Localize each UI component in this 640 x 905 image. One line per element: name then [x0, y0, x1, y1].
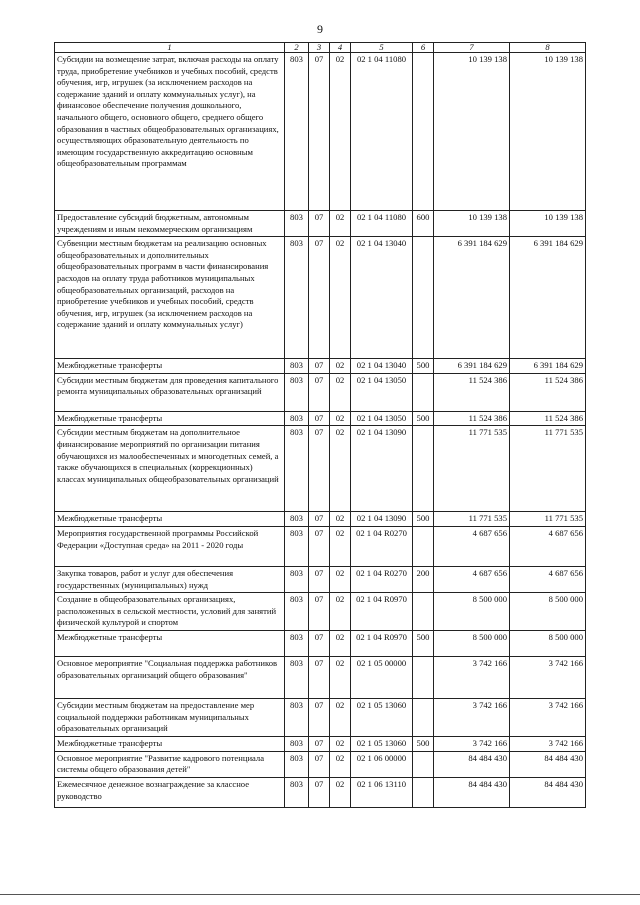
row-amount-1: 8 500 000: [434, 593, 510, 631]
row-subsection-code: 02: [330, 593, 351, 631]
table-row: [55, 237, 586, 359]
row-section-code: 07: [309, 237, 330, 359]
table-row: [55, 53, 586, 211]
row-expense-type: 500: [413, 512, 434, 527]
row-section-code: 07: [309, 512, 330, 527]
row-target-article: 02 1 04 R0270: [351, 526, 413, 566]
table-row: [55, 526, 586, 566]
row-amount-1: 10 139 138: [434, 211, 510, 237]
column-header-amount-2: 8: [510, 43, 586, 53]
row-amount-1: 8 500 000: [434, 631, 510, 657]
table-row: [55, 657, 586, 699]
row-section-code: 07: [309, 737, 330, 752]
row-name: Предоставление субсидий бюджетным, автономным учреждениям и иным некоммерческим организациям: [55, 211, 285, 237]
row-target-article: 02 1 04 13090: [351, 512, 413, 527]
table-row: [55, 699, 586, 737]
row-ministry-code: 803: [285, 657, 309, 699]
row-amount-1: 10 139 138: [434, 53, 510, 211]
column-header-section: 3: [309, 43, 330, 53]
row-ministry-code: 803: [285, 751, 309, 777]
row-name: Субсидии местным бюджетам для проведения капитального ремонта муниципальных образовательных организаций: [55, 373, 285, 411]
row-subsection-code: 02: [330, 777, 351, 807]
row-section-code: 07: [309, 657, 330, 699]
row-target-article: 02 1 05 13060: [351, 737, 413, 752]
row-subsection-code: 02: [330, 657, 351, 699]
row-name: Межбюджетные трансферты: [55, 411, 285, 426]
table-row: [55, 373, 586, 411]
row-ministry-code: 803: [285, 426, 309, 512]
row-amount-2: 10 139 138: [510, 53, 586, 211]
row-name: Межбюджетные трансферты: [55, 359, 285, 374]
row-target-article: 02 1 04 13050: [351, 411, 413, 426]
row-subsection-code: 02: [330, 751, 351, 777]
row-amount-1: 11 524 386: [434, 373, 510, 411]
column-header-target-article: 5: [351, 43, 413, 53]
row-ministry-code: 803: [285, 737, 309, 752]
row-name: Ежемесячное денежное вознаграждение за классное руководство: [55, 777, 285, 807]
row-amount-1: 6 391 184 629: [434, 237, 510, 359]
row-expense-type: [413, 593, 434, 631]
row-expense-type: [413, 237, 434, 359]
row-section-code: 07: [309, 751, 330, 777]
row-amount-1: 3 742 166: [434, 657, 510, 699]
budget-table: [54, 42, 586, 808]
row-section-code: 07: [309, 593, 330, 631]
row-section-code: 07: [309, 699, 330, 737]
table-row: [55, 512, 586, 527]
row-section-code: 07: [309, 526, 330, 566]
row-expense-type: [413, 426, 434, 512]
row-expense-type: [413, 657, 434, 699]
row-expense-type: [413, 53, 434, 211]
column-header-amount-1: 7: [434, 43, 510, 53]
row-subsection-code: 02: [330, 426, 351, 512]
row-target-article: 02 1 04 R0970: [351, 631, 413, 657]
row-ministry-code: 803: [285, 566, 309, 592]
row-expense-type: 500: [413, 411, 434, 426]
row-amount-1: 11 771 535: [434, 512, 510, 527]
row-ministry-code: 803: [285, 526, 309, 566]
row-amount-2: 6 391 184 629: [510, 359, 586, 374]
row-amount-1: 11 771 535: [434, 426, 510, 512]
row-ministry-code: 803: [285, 359, 309, 374]
row-subsection-code: 02: [330, 526, 351, 566]
row-amount-2: 3 742 166: [510, 699, 586, 737]
row-target-article: 02 1 04 R0970: [351, 593, 413, 631]
row-target-article: 02 1 05 00000: [351, 657, 413, 699]
row-amount-2: 8 500 000: [510, 593, 586, 631]
row-ministry-code: 803: [285, 631, 309, 657]
row-amount-1: 84 484 430: [434, 777, 510, 807]
row-amount-2: 6 391 184 629: [510, 237, 586, 359]
row-subsection-code: 02: [330, 411, 351, 426]
row-amount-2: 4 687 656: [510, 526, 586, 566]
header-row: [55, 43, 586, 53]
row-ministry-code: 803: [285, 411, 309, 426]
row-expense-type: 200: [413, 566, 434, 592]
row-amount-1: 6 391 184 629: [434, 359, 510, 374]
row-expense-type: 500: [413, 359, 434, 374]
row-amount-2: 11 524 386: [510, 373, 586, 411]
table-row: [55, 593, 586, 631]
table-row: [55, 631, 586, 657]
column-header-name: 1: [55, 43, 285, 53]
row-target-article: 02 1 04 11080: [351, 211, 413, 237]
row-amount-2: 84 484 430: [510, 777, 586, 807]
row-expense-type: [413, 751, 434, 777]
row-ministry-code: 803: [285, 512, 309, 527]
row-ministry-code: 803: [285, 593, 309, 631]
row-amount-2: 3 742 166: [510, 737, 586, 752]
row-expense-type: [413, 699, 434, 737]
row-target-article: 02 1 06 13110: [351, 777, 413, 807]
row-subsection-code: 02: [330, 373, 351, 411]
row-target-article: 02 1 05 13060: [351, 699, 413, 737]
row-name: Межбюджетные трансферты: [55, 631, 285, 657]
row-expense-type: 600: [413, 211, 434, 237]
table-row: [55, 777, 586, 807]
row-name: Межбюджетные трансферты: [55, 737, 285, 752]
table-row: [55, 211, 586, 237]
row-name: Закупка товаров, работ и услуг для обеспечения государственных (муниципальных) нужд: [55, 566, 285, 592]
row-amount-1: 3 742 166: [434, 737, 510, 752]
row-ministry-code: 803: [285, 53, 309, 211]
row-name: Субвенции местным бюджетам на реализацию основных общеобразовательных и дополнительных общеобразовательных программ в части финансирования расходов на оплату труда работников муниципальных общеобразовательных организаций, расходов на приобретение учебников и учебных пособий, средств обучения, игр, игрушек (за исключением расходов на содержание зданий и оплату коммунальных услуг): [55, 237, 285, 359]
row-expense-type: [413, 526, 434, 566]
table-row: [55, 751, 586, 777]
row-name: Субсидии на возмещение затрат, включая расходы на оплату труда, приобретение учебников и учебных пособий, средств обучения, игр, игрушек (за исключением расходов на содержание зданий и оплату коммунальных услуг), на финансовое обеспечение получения дошкольного, начального общего, основного общего, среднего общего образования в частных общеобразовательных организациях, осуществляющих образовательную деятельность по имеющим государственную аккредитацию основным общеобразовательным программам: [55, 53, 285, 211]
page-number: 9: [317, 22, 323, 36]
row-name: Мероприятия государственной программы Российской Федерации «Доступная среда» на 2011 - 2020 годы: [55, 526, 285, 566]
row-section-code: 07: [309, 411, 330, 426]
row-amount-1: 3 742 166: [434, 699, 510, 737]
row-section-code: 07: [309, 777, 330, 807]
row-expense-type: [413, 373, 434, 411]
row-amount-1: 11 524 386: [434, 411, 510, 426]
row-section-code: 07: [309, 53, 330, 211]
column-header-ministry: 2: [285, 43, 309, 53]
row-amount-2: 8 500 000: [510, 631, 586, 657]
page-bottom-rule: [0, 894, 640, 895]
row-subsection-code: 02: [330, 53, 351, 211]
row-target-article: 02 1 06 00000: [351, 751, 413, 777]
row-subsection-code: 02: [330, 737, 351, 752]
row-name: Основное мероприятие "Социальная поддержка работников образовательных организаций общего образования": [55, 657, 285, 699]
table-row: [55, 411, 586, 426]
row-amount-2: 11 771 535: [510, 512, 586, 527]
row-section-code: 07: [309, 359, 330, 374]
row-section-code: 07: [309, 426, 330, 512]
row-section-code: 07: [309, 373, 330, 411]
row-subsection-code: 02: [330, 631, 351, 657]
row-target-article: 02 1 04 R0270: [351, 566, 413, 592]
row-amount-2: 84 484 430: [510, 751, 586, 777]
row-ministry-code: 803: [285, 211, 309, 237]
row-target-article: 02 1 04 13040: [351, 359, 413, 374]
row-expense-type: 500: [413, 631, 434, 657]
row-name: Основное мероприятие "Развитие кадрового потенциала системы общего образования детей": [55, 751, 285, 777]
row-amount-1: 4 687 656: [434, 526, 510, 566]
row-name: Субсидии местным бюджетам на дополнительное финансирование мероприятий по организации питания обучающихся из малообеспеченных и многодетных семей, а также обучающихся в специальных (коррекционных) классах муниципальных общеобразовательных организаций: [55, 426, 285, 512]
row-amount-2: 11 771 535: [510, 426, 586, 512]
row-subsection-code: 02: [330, 566, 351, 592]
column-header-subsection: 4: [330, 43, 351, 53]
table-row: [55, 566, 586, 592]
row-section-code: 07: [309, 211, 330, 237]
row-amount-1: 84 484 430: [434, 751, 510, 777]
row-section-code: 07: [309, 566, 330, 592]
row-target-article: 02 1 04 13050: [351, 373, 413, 411]
row-expense-type: [413, 777, 434, 807]
row-name: Субсидии местным бюджетам на предоставление мер социальной поддержки работникам муниципальных образовательных организаций: [55, 699, 285, 737]
table-row: [55, 359, 586, 374]
row-subsection-code: 02: [330, 699, 351, 737]
table-row: [55, 737, 586, 752]
row-target-article: 02 1 04 13040: [351, 237, 413, 359]
row-amount-2: 3 742 166: [510, 657, 586, 699]
row-section-code: 07: [309, 631, 330, 657]
row-ministry-code: 803: [285, 237, 309, 359]
row-ministry-code: 803: [285, 777, 309, 807]
row-subsection-code: 02: [330, 211, 351, 237]
row-subsection-code: 02: [330, 359, 351, 374]
row-amount-2: 4 687 656: [510, 566, 586, 592]
row-subsection-code: 02: [330, 237, 351, 359]
row-amount-2: 10 139 138: [510, 211, 586, 237]
row-name: Создание в общеобразовательных организациях, расположенных в сельской местности, условий для занятий физической культурой и спортом: [55, 593, 285, 631]
row-subsection-code: 02: [330, 512, 351, 527]
table-body: [55, 53, 586, 808]
row-target-article: 02 1 04 11080: [351, 53, 413, 211]
row-amount-1: 4 687 656: [434, 566, 510, 592]
row-expense-type: 500: [413, 737, 434, 752]
row-target-article: 02 1 04 13090: [351, 426, 413, 512]
column-header-expense-type: 6: [413, 43, 434, 53]
table-row: [55, 426, 586, 512]
row-ministry-code: 803: [285, 699, 309, 737]
row-name: Межбюджетные трансферты: [55, 512, 285, 527]
row-ministry-code: 803: [285, 373, 309, 411]
row-amount-2: 11 524 386: [510, 411, 586, 426]
